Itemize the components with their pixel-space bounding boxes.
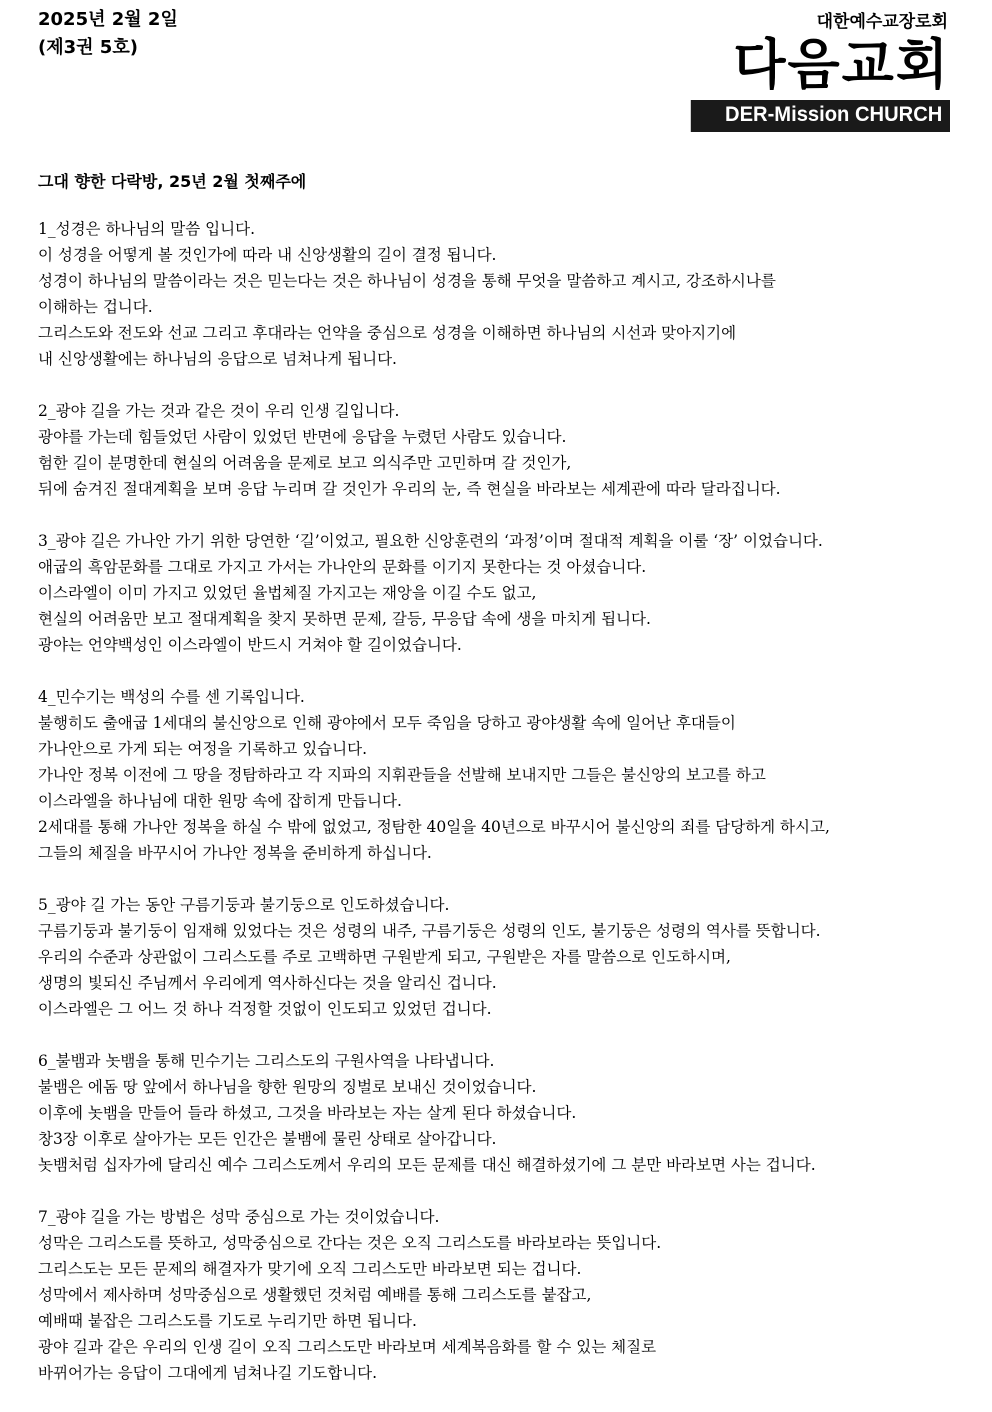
section-line: 불뱀은 에돔 땅 앞에서 하나님을 향한 원망의 징벌로 보내신 것이었습니다.	[38, 1078, 537, 1096]
section-line: 예배때 붙잡은 그리스도를 기도로 누리기만 하면 됩니다.	[38, 1312, 417, 1330]
church-banner: DER-Mission CHURCH	[691, 100, 950, 132]
section-line: 가나안 정복 이전에 그 땅을 정탐하라고 각 지파의 지휘관들을 선발해 보내지만 그들은 불신앙의 보고를 하고	[38, 766, 766, 784]
church-name: 다음교회	[733, 33, 950, 96]
section-heading: 3_광야 길은 가나안 가기 위한 당연한 ‘길’이었고, 필요한 신앙훈련의 ‘과정’이며 절대적 계획을 이룰 ‘장’ 이었습니다.	[38, 532, 823, 550]
section-heading: 6_불뱀과 놋뱀을 통해 민수기는 그리스도의 구원사역을 나타냅니다.	[38, 1052, 495, 1070]
sermon-content	[38, 216, 938, 1412]
section-3	[38, 528, 938, 658]
section-line: 그리스도와 전도와 선교 그리고 후대라는 언약을 중심으로 성경을 이해하면 하나님의 시선과 맞아지기에	[38, 324, 737, 342]
section-line: 놋뱀처럼 십자가에 달리신 예수 그리스도께서 우리의 모든 문제를 대신 해결하셨기에 그 분만 바라보면 사는 겁니다.	[38, 1156, 816, 1174]
section-7	[38, 1204, 938, 1386]
section-line: 이스라엘은 그 어느 것 하나 걱정할 것없이 인도되고 있었던 겁니다.	[38, 1000, 492, 1018]
section-4	[38, 684, 938, 866]
section-line: 이스라엘을 하나님에 대한 원망 속에 잡히게 만듭니다.	[38, 792, 402, 810]
section-line: 창3장 이후로 살아가는 모든 인간은 불뱀에 물린 상태로 살아갑니다.	[38, 1130, 497, 1148]
section-2	[38, 398, 938, 502]
church-header	[680, 10, 950, 132]
bulletin-subject: 그대 향한 다락방, 25년 2월 첫째주에	[38, 172, 307, 191]
section-line: 가나안으로 가게 되는 여정을 기록하고 있습니다.	[38, 740, 368, 758]
section-line: 뒤에 숨겨진 절대계획을 보며 응답 누리며 갈 것인가 우리의 눈, 즉 현실을 바라보는 세계관에 따라 달라집니다.	[38, 480, 781, 498]
section-line: 내 신앙생활에는 하나님의 응답으로 넘쳐나게 됩니다.	[38, 350, 397, 368]
section-heading: 7_광야 길을 가는 방법은 성막 중심으로 가는 것이었습니다.	[38, 1208, 440, 1226]
section-6	[38, 1048, 938, 1178]
section-1	[38, 216, 938, 372]
section-line: 성막에서 제사하며 성막중심으로 생활했던 것처럼 예배를 통해 그리스도를 붙잡고,	[38, 1286, 592, 1304]
section-line: 이 성경을 어떻게 볼 것인가에 따라 내 신앙생활의 길이 결정 됩니다.	[38, 246, 497, 264]
section-line: 광야를 가는데 힘들었던 사람이 있었던 반면에 응답을 누렸던 사람도 있습니다.	[38, 428, 567, 446]
section-line: 그들의 체질을 바꾸시어 가나안 정복을 준비하게 하십니다.	[38, 844, 432, 862]
section-heading: 4_민수기는 백성의 수를 센 기록입니다.	[38, 688, 305, 706]
section-line: 바뀌어가는 응답이 그대에게 넘쳐나길 기도합니다.	[38, 1364, 378, 1382]
section-heading: 1_성경은 하나님의 말씀 입니다.	[38, 220, 255, 238]
section-line: 우리의 수준과 상관없이 그리스도를 주로 고백하면 구원받게 되고, 구원받은 자를 말씀으로 인도하시며,	[38, 948, 731, 966]
section-line: 그리스도는 모든 문제의 해결자가 맞기에 오직 그리스도만 바라보면 되는 겁니다.	[38, 1260, 582, 1278]
section-line: 구름기둥과 불기둥이 임재해 있었다는 것은 성령의 내주, 구름기둥은 성령의 인도, 불기둥은 성령의 역사를 뜻합니다.	[38, 922, 821, 940]
section-line: 성경이 하나님의 말씀이라는 것은 믿는다는 것은 하나님이 성경을 통해 무엇을 말씀하고 계시고, 강조하시나를	[38, 272, 776, 290]
section-line: 애굽의 흑암문화를 그대로 가지고 가서는 가나안의 문화를 이기지 못한다는 것 아셨습니다.	[38, 558, 647, 576]
section-line: 현실의 어려움만 보고 절대계획을 찾지 못하면 문제, 갈등, 무응답 속에 생을 마치게 됩니다.	[38, 610, 651, 628]
issue-number: (제3권 5호)	[38, 37, 138, 58]
section-heading: 5_광야 길 가는 동안 구름기둥과 불기둥으로 인도하셨습니다.	[38, 896, 450, 914]
section-line: 불행히도 출애굽 1세대의 불신앙으로 인해 광야에서 모두 죽임을 당하고 광야생활 속에 일어난 후대들이	[38, 714, 736, 732]
section-line: 이스라엘이 이미 가지고 있었던 율법체질 가지고는 재앙을 이길 수도 없고,	[38, 584, 537, 602]
denomination: 대한예수교장로회	[816, 12, 948, 32]
section-line: 이후에 놋뱀을 만들어 들라 하셨고, 그것을 바라보는 자는 살게 된다 하셨습니다.	[38, 1104, 577, 1122]
section-line: 광야 길과 같은 우리의 인생 길이 오직 그리스도만 바라보며 세계복음화를 할 수 있는 체질로	[38, 1338, 657, 1356]
section-5	[38, 892, 938, 1022]
issue-info	[38, 6, 178, 62]
section-heading: 2_광야 길을 가는 것과 같은 것이 우리 인생 길입니다.	[38, 402, 400, 420]
issue-date: 2025년 2월 2일	[38, 9, 178, 30]
section-line: 광야는 언약백성인 이스라엘이 반드시 거쳐야 할 길이었습니다.	[38, 636, 462, 654]
section-line: 험한 길이 분명한데 현실의 어려움을 문제로 보고 의식주만 고민하며 갈 것인가,	[38, 454, 572, 472]
section-line: 이해하는 겁니다.	[38, 298, 153, 316]
section-line: 성막은 그리스도를 뜻하고, 성막중심으로 간다는 것은 오직 그리스도를 바라보라는 뜻입니다.	[38, 1234, 662, 1252]
section-line: 2세대를 통해 가나안 정복을 하실 수 밖에 없었고, 정탐한 40일을 40년으로 바꾸시어 불신앙의 죄를 담당하게 하시고,	[38, 818, 830, 836]
section-line: 생명의 빛되신 주님께서 우리에게 역사하신다는 것을 알리신 겁니다.	[38, 974, 497, 992]
